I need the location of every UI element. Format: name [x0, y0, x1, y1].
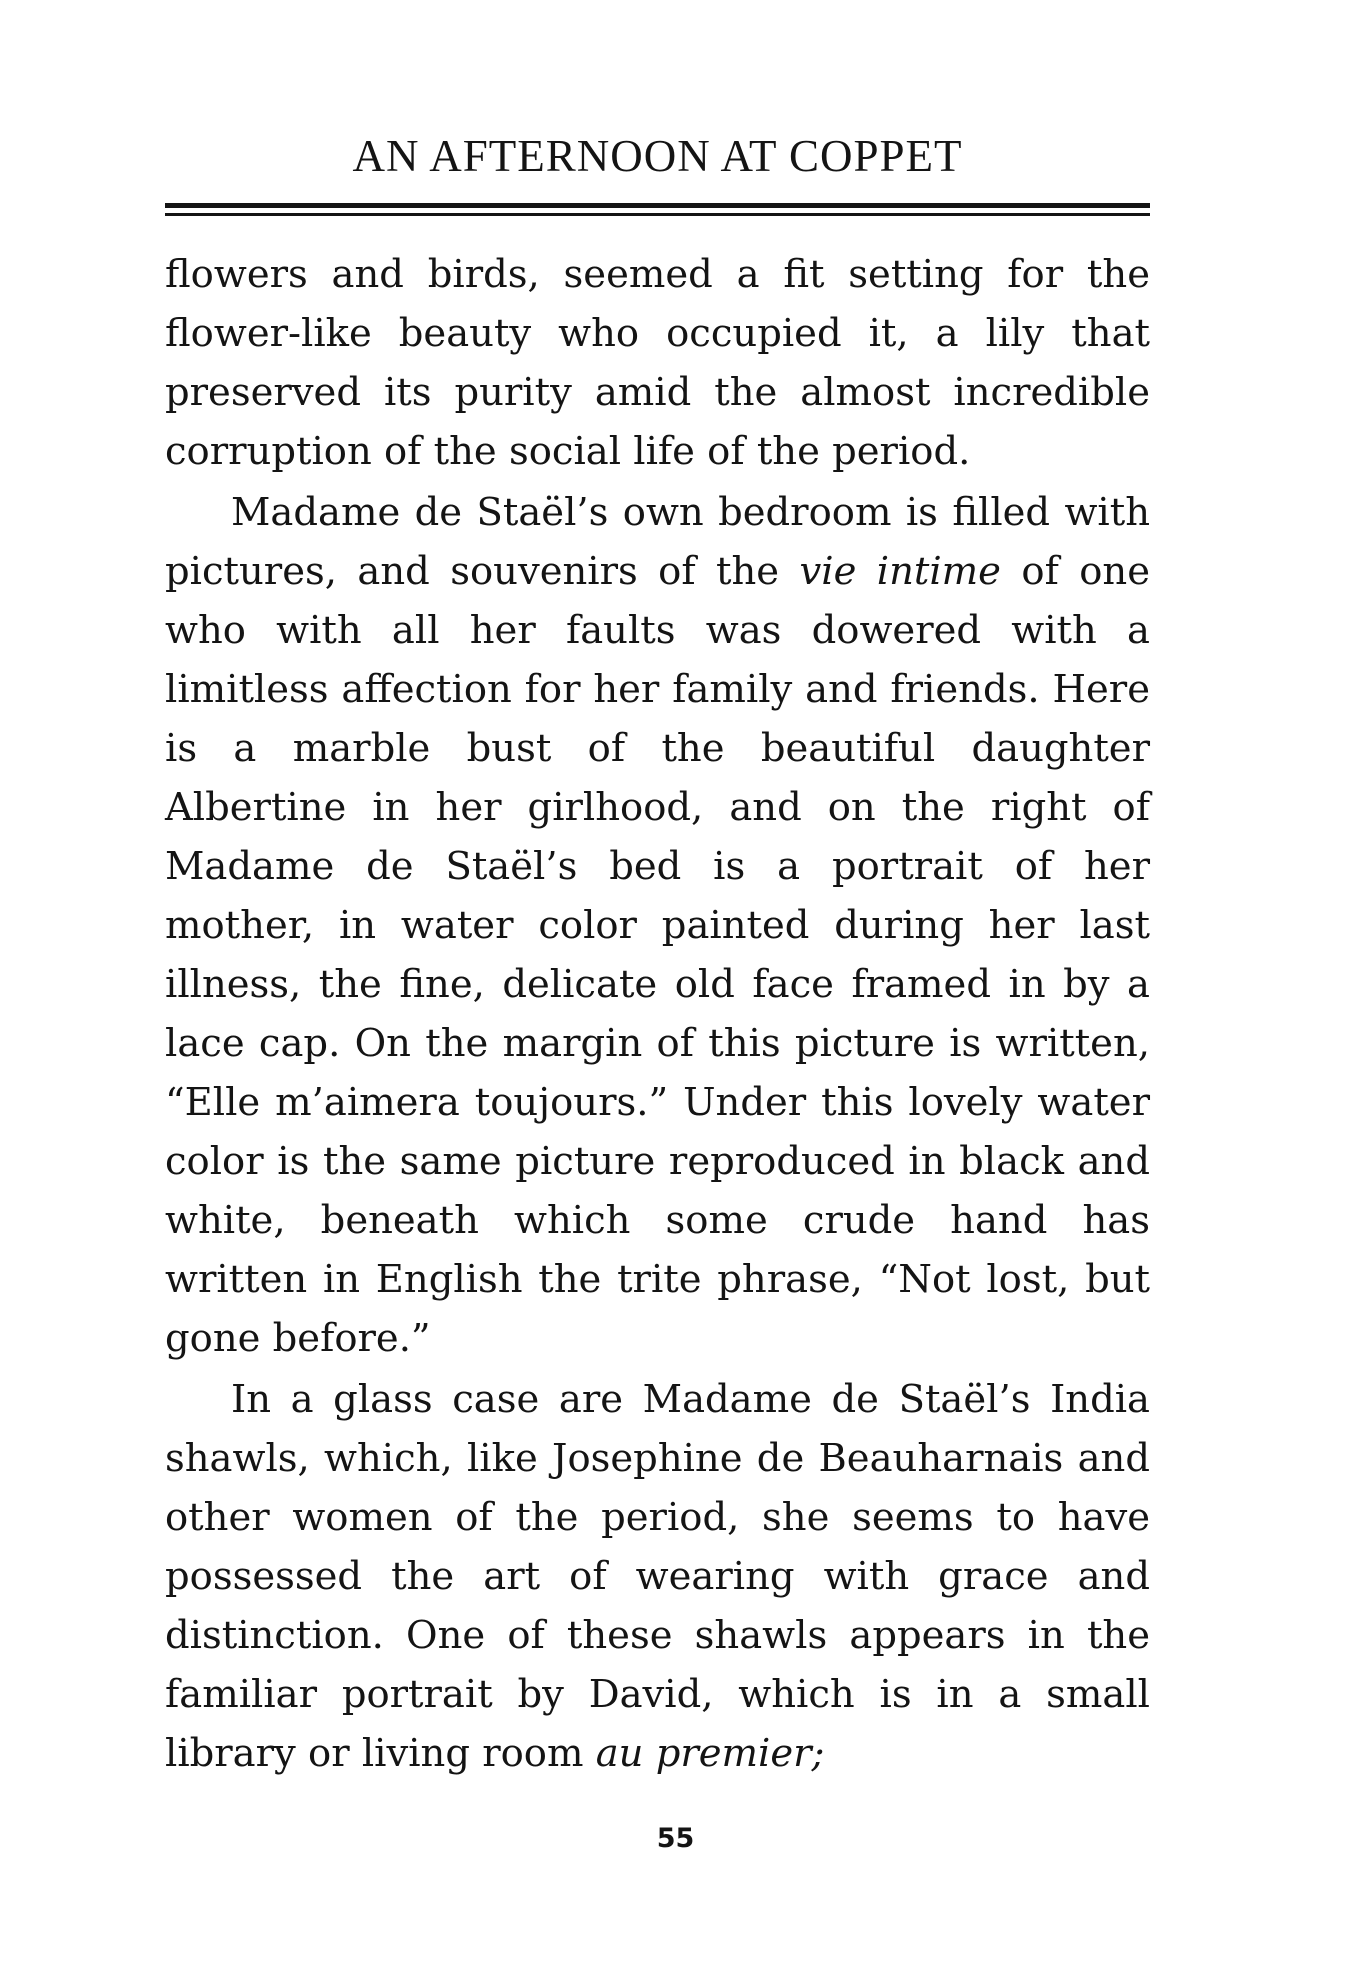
header-rule-thin [165, 213, 1150, 216]
body-text [165, 245, 1150, 1783]
paragraph-3-italic: au premier; [595, 1731, 825, 1776]
paragraph-1-text: flowers and birds, seemed a fit setting for the flower-like beauty who occupied it, a lily that preserved its purity amid the almost incredible corruption of the social life of the period. [165, 252, 1150, 474]
paragraph-3-text-before: In a glass case are Madame de Staël’s India shawls, which, like Josephine de Beauharnais and other women of the period, she seems to have possessed the art of wearing with grace and distinction. One of these shawls appears in the familiar portrait by David, which is in a small library or living room [165, 1377, 1150, 1776]
page-number: 55 [656, 1823, 695, 1854]
paragraph-2-italic: vie intime [799, 549, 1001, 594]
paragraph-2-text-after: of one who with all her faults was dowered with a limitless affection for her family and friends. Here is a marble bust of the beautiful daughter Albertine in her girlhood, and on the right of Madame de Staël’s bed is a portrait of her mother, in water color painted during her last illness, the fine, delicate old face framed in by a lace cap. On the margin of this picture is written, “Elle m’aimera toujours.” Under this lovely water color is the same picture reproduced in black and white, beneath which some crude hand has written in English the trite phrase, “Not lost, but gone before.” [165, 549, 1150, 1361]
paragraph-3 [165, 1370, 1150, 1783]
paragraph-1 [165, 245, 1150, 481]
running-head: AN AFTERNOON AT COPPET [352, 131, 963, 181]
paragraph-2-text-before: Madame de Staël’s own bedroom is filled with pictures, and souvenirs of the [165, 490, 1150, 594]
header-rule-thick [165, 203, 1150, 208]
paragraph-2 [165, 483, 1150, 1368]
